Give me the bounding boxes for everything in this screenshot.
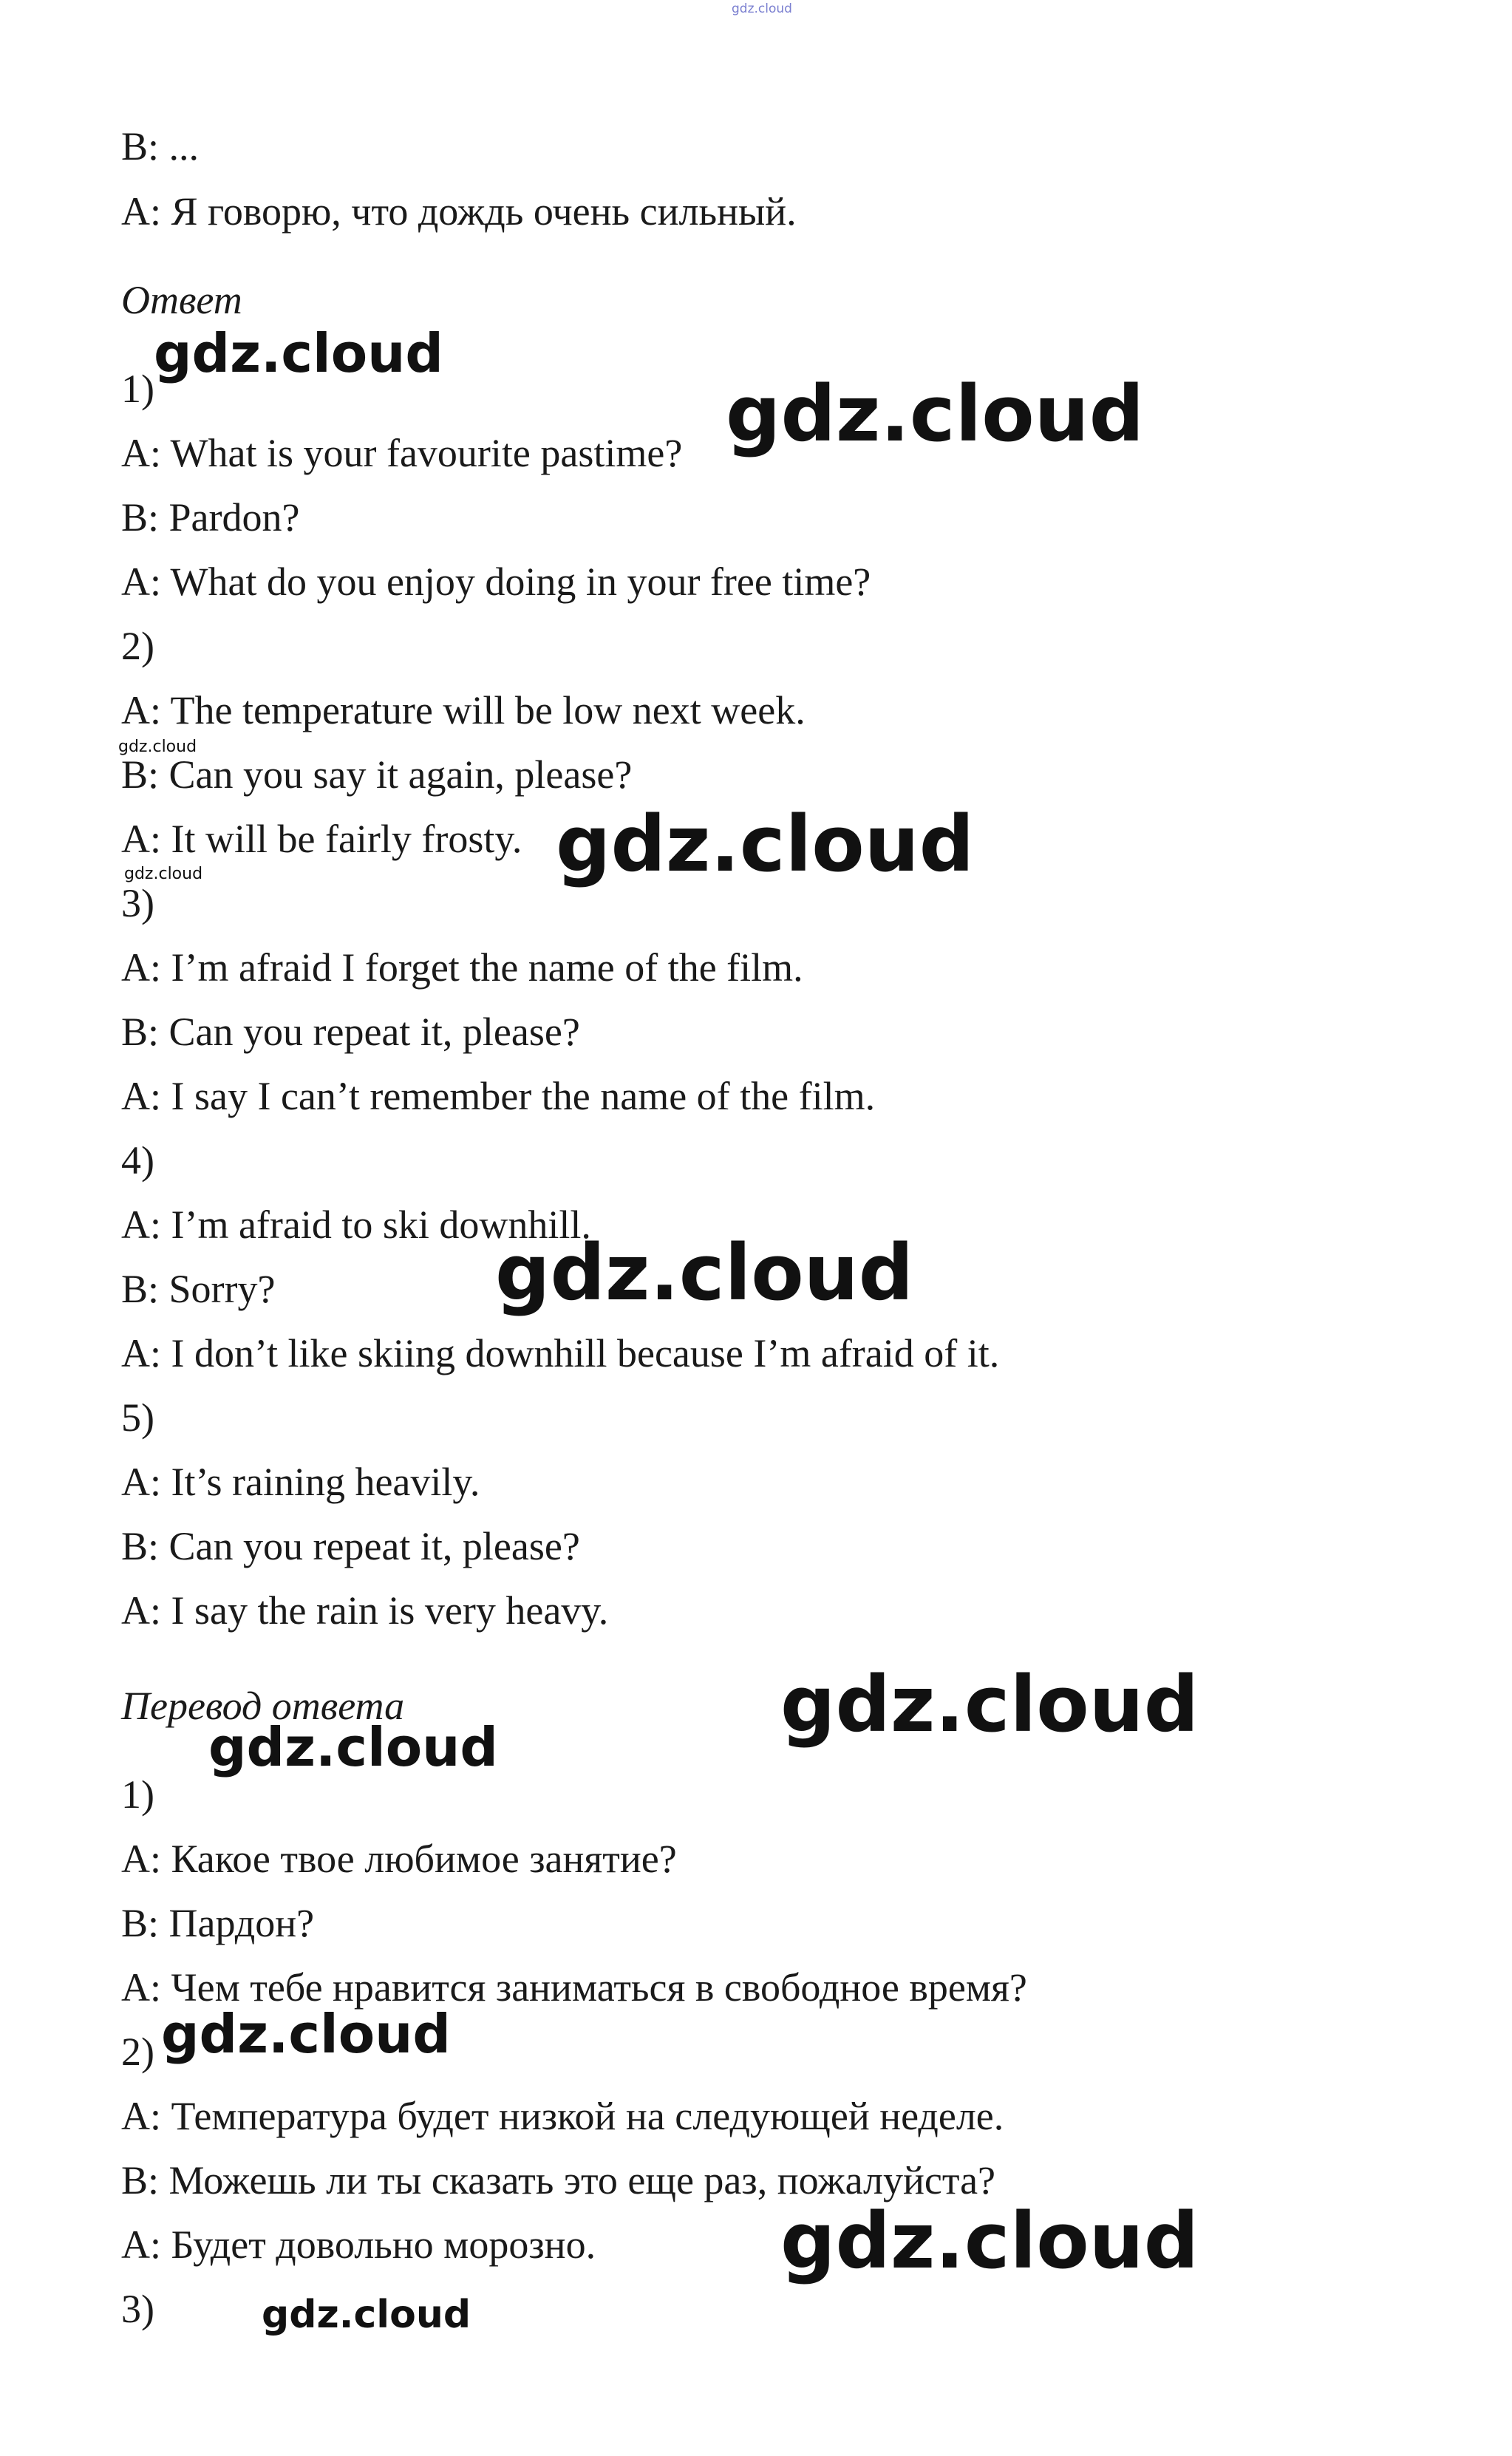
answer-line: A: It’s raining heavily. <box>121 1460 480 1504</box>
answer-line: A: I don’t like skiing downhill because I’m afraid of it. <box>121 1331 1000 1375</box>
watermark: gdz.cloud <box>780 2196 1199 2286</box>
answer-line: A: I’m afraid I forget the name of the film. <box>121 945 803 990</box>
answer-line: 2) <box>121 624 154 668</box>
answer-line: B: Can you repeat it, please? <box>121 1010 580 1054</box>
question-line: B: ... <box>121 124 200 169</box>
translation-line: B: Можешь ли ты сказать это еще раз, пожалуйста? <box>121 2158 996 2202</box>
question-line: A: Я говорю, что дождь очень сильный. <box>121 189 797 234</box>
translation-line: 2) <box>121 2030 154 2074</box>
translation-line: A: Какое твое любимое занятие? <box>121 1837 677 1881</box>
answer-line: B: Pardon? <box>121 495 300 540</box>
watermark: gdz.cloud <box>780 1659 1199 1749</box>
answer-line: B: Can you repeat it, please? <box>121 1524 580 1568</box>
answer-line: B: Can you say it again, please? <box>121 752 633 797</box>
translation-line: 1) <box>121 1772 154 1817</box>
translation-line: A: Чем тебе нравится заниматься в свободное время? <box>121 1965 1027 2010</box>
watermark: gdz.cloud <box>726 369 1145 459</box>
answer-line: B: Sorry? <box>121 1267 276 1311</box>
answer-line: A: The temperature will be low next week. <box>121 688 806 732</box>
translation-heading: Перевод ответа <box>121 1684 405 1728</box>
answer-line: 4) <box>121 1138 154 1183</box>
watermark: gdz.cloud <box>556 799 975 889</box>
answer-line: A: What do you enjoy doing in your free time? <box>121 559 871 604</box>
translation-line: 3) <box>121 2287 154 2331</box>
answer-line: A: I say the rain is very heavy. <box>121 1588 609 1633</box>
header-watermark: gdz.cloud <box>732 1 792 16</box>
answer-line: A: I say I can’t remember the name of the film. <box>121 1074 876 1118</box>
answer-line: A: It will be fairly frosty. <box>121 817 522 861</box>
translation-line: B: Пардон? <box>121 1901 315 1945</box>
answer-line: 3) <box>121 881 154 925</box>
answer-line: A: I’m afraid to ski downhill. <box>121 1203 591 1247</box>
watermark: gdz.cloud <box>154 322 443 384</box>
answer-line: 1) <box>121 367 154 411</box>
answer-line: A: What is your favourite pastime? <box>121 431 683 475</box>
translation-line: A: Температура будет низкой на следующей неделе. <box>121 2094 1004 2138</box>
watermark: gdz.cloud <box>161 2003 451 2065</box>
watermark: gdz.cloud <box>118 738 197 756</box>
translation-line: A: Будет довольно морозно. <box>121 2222 596 2267</box>
watermark: gdz.cloud <box>495 1228 914 1318</box>
watermark: gdz.cloud <box>124 865 203 883</box>
answer-heading: Ответ <box>121 278 242 322</box>
watermark: gdz.cloud <box>208 1716 498 1778</box>
watermark: gdz.cloud <box>262 2293 471 2337</box>
answer-line: 5) <box>121 1395 154 1440</box>
